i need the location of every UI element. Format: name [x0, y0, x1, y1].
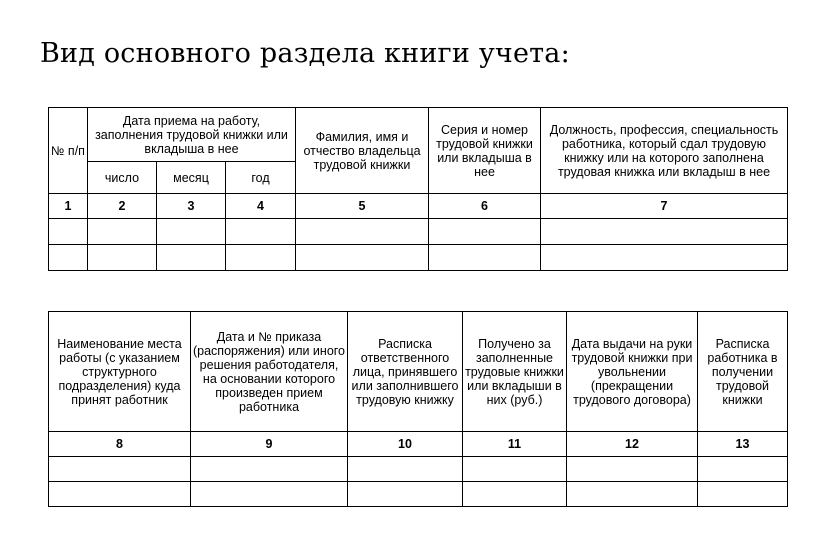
header-issue-date: Дата выдачи на руки трудовой книжки при увольнении (прекращении трудового договора): [567, 312, 698, 432]
empty-cell: [567, 457, 698, 482]
column-number: 10: [348, 432, 463, 457]
header-responsible-receipt: Расписка ответственного лица, принявшего или заполнившего трудовую книжку: [348, 312, 463, 432]
empty-cell: [157, 245, 226, 271]
empty-cell: [541, 245, 788, 271]
empty-cell: [463, 482, 567, 507]
empty-cell: [348, 457, 463, 482]
empty-cell: [88, 245, 157, 271]
empty-cell: [429, 219, 541, 245]
column-number: 12: [567, 432, 698, 457]
column-number: 6: [429, 194, 541, 219]
empty-cell: [49, 482, 191, 507]
table-row-empty: [49, 457, 788, 482]
column-number: 3: [157, 194, 226, 219]
empty-cell: [698, 482, 788, 507]
header-row-number: № п/п: [49, 108, 88, 194]
header-position: Должность, профессия, специальность работника, который сдал трудовую книжку или на которого заполнена трудовая книжка или вкладыш в нее: [541, 108, 788, 194]
empty-cell: [191, 482, 348, 507]
column-number: 9: [191, 432, 348, 457]
table-row-empty: [49, 219, 788, 245]
header-payment-received: Получено за заполненные трудовые книжки или вкладыши в них (руб.): [463, 312, 567, 432]
ledger-table-main: [48, 107, 788, 271]
column-number: 8: [49, 432, 191, 457]
ledger-table-continued: [48, 311, 788, 507]
table-row-empty: [49, 482, 788, 507]
empty-cell: [348, 482, 463, 507]
column-number: 2: [88, 194, 157, 219]
empty-cell: [157, 219, 226, 245]
empty-cell: [49, 219, 88, 245]
empty-cell: [49, 245, 88, 271]
header-owner-name: Фамилия, имя и отчество владельца трудовой книжки: [296, 108, 429, 194]
page-title: Вид основного раздела книги учета:: [40, 38, 570, 69]
column-number: 11: [463, 432, 567, 457]
empty-cell: [49, 457, 191, 482]
column-number-row: [49, 432, 788, 457]
empty-cell: [88, 219, 157, 245]
empty-cell: [191, 457, 348, 482]
empty-cell: [567, 482, 698, 507]
empty-cell: [429, 245, 541, 271]
empty-cell: [226, 219, 296, 245]
header-hire-date: Дата приема на работу, заполнения трудовой книжки или вкладыша в нее: [88, 108, 296, 162]
header-month: месяц: [157, 162, 226, 194]
empty-cell: [226, 245, 296, 271]
empty-cell: [296, 245, 429, 271]
column-number: 1: [49, 194, 88, 219]
column-number: 7: [541, 194, 788, 219]
header-year: год: [226, 162, 296, 194]
empty-cell: [463, 457, 567, 482]
header-day: число: [88, 162, 157, 194]
empty-cell: [698, 457, 788, 482]
table-row-empty: [49, 245, 788, 271]
header-order-date-number: Дата и № приказа (распоряжения) или иного решения работодателя, на основании которого произведен прием работника: [191, 312, 348, 432]
header-book-series-number: Серия и номер трудовой книжки или вкладыша в нее: [429, 108, 541, 194]
column-number-row: [49, 194, 788, 219]
empty-cell: [296, 219, 429, 245]
column-number: 4: [226, 194, 296, 219]
column-number: 5: [296, 194, 429, 219]
header-employee-receipt: Расписка работника в получении трудовой книжки: [698, 312, 788, 432]
header-workplace: Наименование места работы (с указанием структурного подразделения) куда принят работник: [49, 312, 191, 432]
column-number: 13: [698, 432, 788, 457]
empty-cell: [541, 219, 788, 245]
